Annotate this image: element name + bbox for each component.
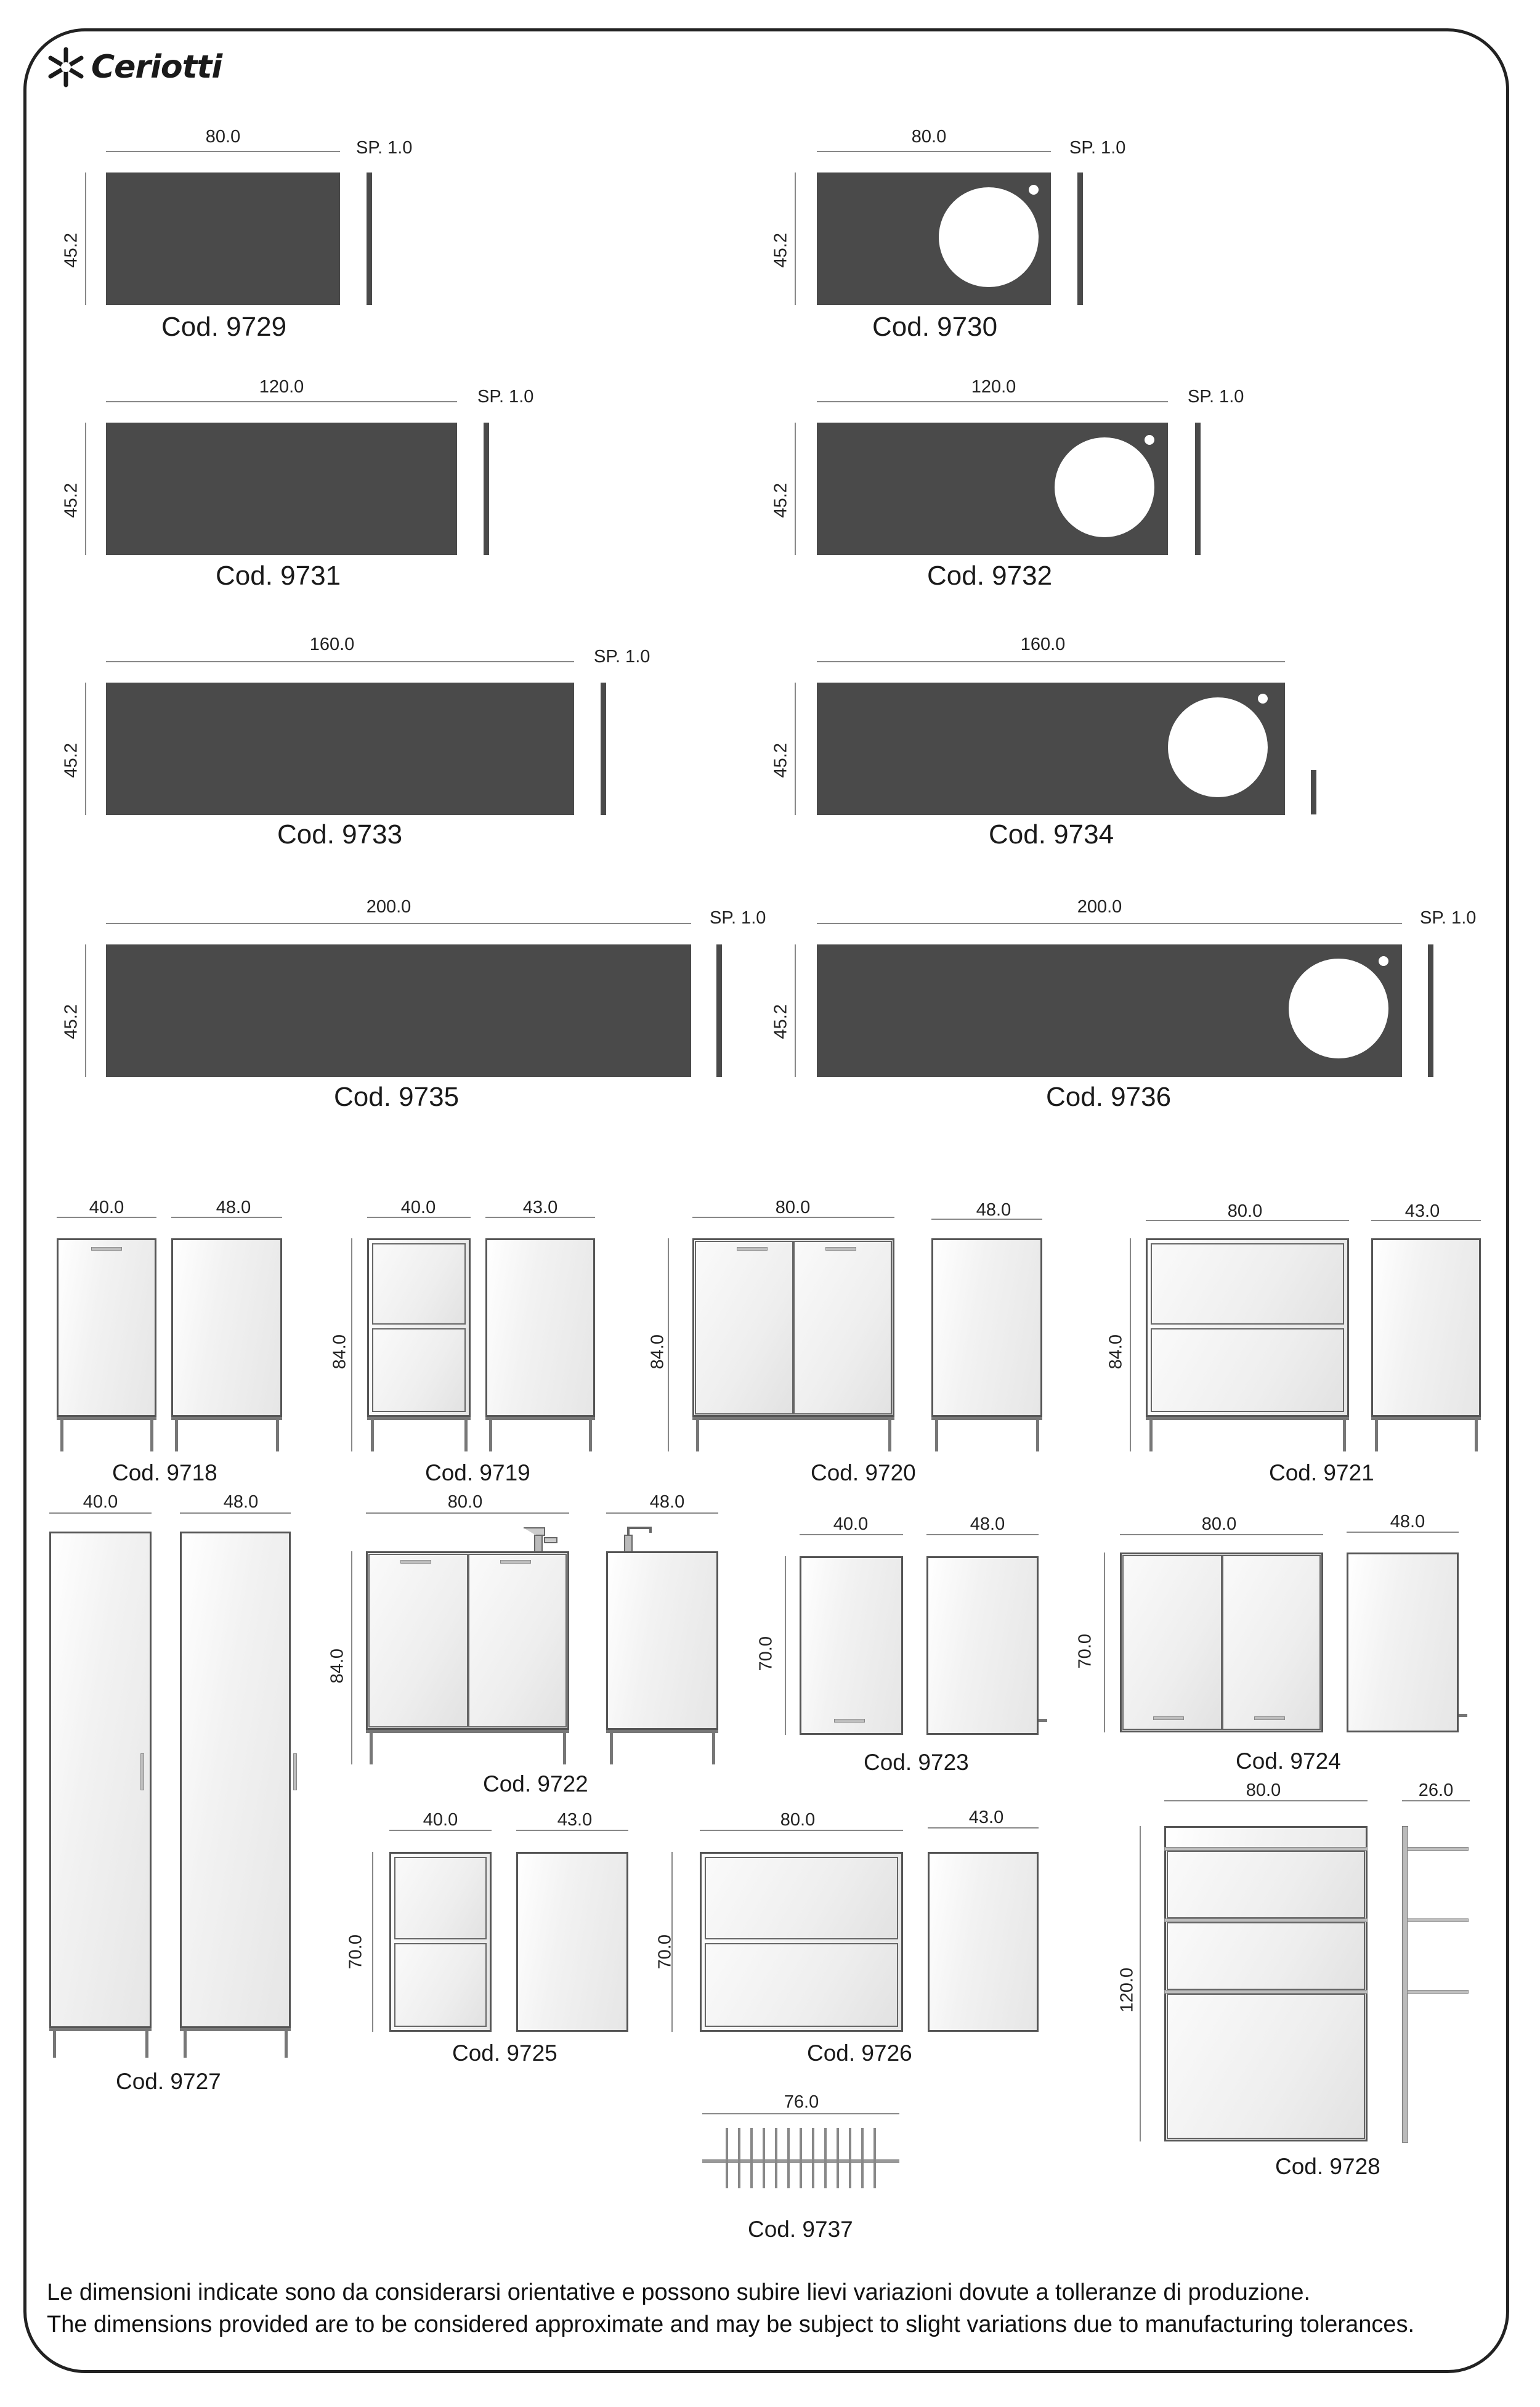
height-label: 70.0: [346, 1934, 366, 1970]
door-handle: [140, 1753, 144, 1790]
width-dimension-line: [49, 1512, 152, 1514]
product-code: Cod. 9726: [807, 2040, 912, 2066]
leg: [150, 1417, 153, 1451]
leg: [610, 1730, 613, 1764]
leg: [1375, 1417, 1378, 1451]
upper-drawer: [1151, 1243, 1344, 1325]
countertop-panel: [106, 173, 340, 305]
door-handle: [834, 1719, 865, 1723]
thickness-label: SP. 1.0: [1069, 138, 1126, 158]
side-view: [926, 1556, 1039, 1735]
rack-panel-upper: [1167, 1851, 1365, 1918]
height-dimension-line: [372, 1852, 373, 2032]
sink-hole: [1055, 437, 1154, 537]
leg: [696, 1417, 699, 1451]
door-handle: [1254, 1716, 1285, 1720]
rail: [1164, 1847, 1368, 1851]
side-view: [516, 1852, 628, 2032]
product-code: Cod. 9718: [112, 1460, 217, 1485]
side-view: [928, 1852, 1039, 2032]
height-dimension-line: [1104, 1553, 1105, 1732]
width-label: 120.0: [259, 377, 304, 397]
leg: [489, 1417, 492, 1451]
base-frame: [49, 2028, 152, 2031]
height-label: 120.0: [1117, 1967, 1137, 2013]
depth-label: 48.0: [970, 1514, 1005, 1534]
countertop-panel: [106, 944, 691, 1077]
depth-label: 26.0: [1418, 1780, 1454, 1800]
thickness-label: SP. 1.0: [1188, 387, 1244, 407]
leg: [935, 1417, 938, 1451]
leg: [175, 1417, 178, 1451]
width-dimension-line: [106, 923, 691, 924]
thickness-edge: [716, 944, 722, 1077]
thickness-label: SP. 1.0: [1420, 908, 1477, 928]
countertop-panel: [106, 423, 457, 555]
width-label: 80.0: [447, 1492, 483, 1512]
width-dimension-line: [817, 923, 1402, 924]
product-code: Cod. 9731: [216, 561, 341, 591]
product-code: Cod. 9725: [452, 2040, 557, 2066]
width-dimension-line: [817, 401, 1168, 402]
leg: [276, 1417, 279, 1451]
sink-hole: [939, 187, 1039, 287]
side-view-frame: [1402, 1826, 1408, 2143]
right-door: [793, 1241, 892, 1415]
height-dimension-line: [351, 1551, 352, 1764]
base-frame: [367, 1417, 471, 1420]
product-code: Cod. 9729: [161, 312, 287, 342]
left-door: [368, 1554, 468, 1727]
width-label: 80.0: [775, 1198, 811, 1217]
leg: [1036, 1417, 1039, 1451]
thickness-edge: [1077, 173, 1083, 305]
tap-hole: [1145, 435, 1154, 445]
base-frame: [366, 1730, 569, 1733]
depth-label: 43.0: [1404, 1201, 1440, 1221]
right-door: [1222, 1555, 1321, 1730]
rack-panel-middle: [1167, 1922, 1365, 1990]
product-code: Cod. 9720: [811, 1460, 916, 1485]
product-code: Cod. 9723: [864, 1750, 969, 1775]
product-code: Cod. 9728: [1275, 2154, 1380, 2179]
thickness-label: SP. 1.0: [594, 647, 650, 667]
leg: [184, 2028, 187, 2058]
lower-drawer: [1151, 1328, 1344, 1412]
side-view: [171, 1238, 282, 1417]
height-dimension-line: [785, 1556, 786, 1735]
width-label: 120.0: [971, 377, 1016, 397]
width-label: 40.0: [833, 1514, 869, 1534]
product-code: Cod. 9737: [748, 2217, 853, 2242]
door-handle: [825, 1247, 856, 1251]
side-handle: [293, 1753, 297, 1790]
width-dimension-line: [106, 661, 574, 662]
disclaimer-english: The dimensions provided are to be considered approximate and may be subject to slight variations due to manufacturing tolerances.: [47, 2312, 1415, 2337]
base-frame: [57, 1417, 156, 1420]
height-dimension-line: [85, 423, 86, 555]
base-frame: [692, 1417, 894, 1420]
leg: [53, 2028, 56, 2058]
sink-hole: [1168, 697, 1268, 797]
thickness-edge: [601, 683, 606, 815]
leg: [563, 1730, 566, 1764]
disclaimer-italian: Le dimensioni indicate sono da considerarsi orientative e possono subire lievi variazioni dovute a tolleranze di produzione.: [47, 2279, 1311, 2305]
side-rail: [1407, 1918, 1469, 1922]
base-frame: [171, 1417, 282, 1420]
leg: [1475, 1417, 1478, 1451]
door-handle: [400, 1560, 431, 1564]
door-handle: [737, 1247, 768, 1251]
front-view: [800, 1556, 903, 1735]
height-dimension-line: [795, 173, 796, 305]
thickness-edge: [1428, 944, 1433, 1077]
door-handle: [91, 1247, 122, 1251]
right-door: [468, 1554, 567, 1727]
left-door: [695, 1241, 793, 1415]
depth-label: 48.0: [649, 1492, 685, 1512]
base-frame: [485, 1417, 595, 1420]
tap-hole: [1258, 694, 1268, 704]
leg: [145, 2028, 148, 2058]
leg: [60, 1417, 63, 1451]
upper-drawer: [705, 1857, 898, 1939]
height-label: 70.0: [756, 1636, 776, 1671]
leg: [712, 1730, 715, 1764]
height-dimension-line: [795, 944, 796, 1077]
depth-label: 48.0: [976, 1200, 1011, 1220]
dish-rack-icon: [702, 2124, 899, 2192]
countertop-panel: [106, 683, 574, 815]
lower-drawer: [394, 1943, 487, 2027]
height-dimension-line: [795, 683, 796, 815]
height-label: 45.2: [771, 233, 791, 268]
snowflake-logo-icon: [44, 46, 87, 89]
rack-panel-lower: [1167, 1994, 1365, 2139]
width-dimension-line: [106, 401, 457, 402]
leg: [464, 1417, 468, 1451]
faucet-icon: [517, 1523, 561, 1554]
side-rail: [1407, 1847, 1469, 1851]
width-label: 80.0: [1201, 1514, 1237, 1534]
depth-label: 48.0: [1390, 1512, 1425, 1532]
width-dimension-line: [817, 661, 1285, 662]
side-view: [1371, 1238, 1481, 1417]
product-code: Cod. 9736: [1046, 1082, 1172, 1112]
product-code: Cod. 9733: [277, 819, 403, 850]
bracket: [1459, 1714, 1467, 1717]
depth-dimension-line: [606, 1512, 718, 1514]
height-label: 45.2: [61, 233, 81, 268]
lower-drawer: [705, 1943, 898, 2027]
height-label: 84.0: [1106, 1334, 1126, 1370]
width-label: 76.0: [784, 2092, 819, 2112]
product-code: Cod. 9735: [334, 1082, 460, 1112]
side-view: [606, 1551, 718, 1730]
thickness-label: SP. 1.0: [710, 908, 766, 928]
height-dimension-line: [85, 173, 86, 305]
width-label: 40.0: [423, 1810, 458, 1830]
height-dimension-line: [1130, 1238, 1131, 1451]
height-label: 45.2: [771, 743, 791, 778]
product-code: Cod. 9730: [872, 312, 998, 342]
depth-dimension-line: [180, 1512, 291, 1514]
width-label: 200.0: [366, 897, 411, 917]
thickness-edge: [367, 173, 372, 305]
base-frame: [1371, 1417, 1481, 1420]
thickness-edge: [1195, 423, 1201, 555]
upper-drawer: [372, 1243, 466, 1325]
height-dimension-line: [1140, 1826, 1141, 2141]
leg: [370, 1730, 373, 1764]
thickness-label: SP. 1.0: [356, 138, 413, 158]
rail: [1164, 1918, 1368, 1922]
height-label: 84.0: [330, 1334, 350, 1370]
width-label: 80.0: [205, 127, 241, 147]
height-label: 84.0: [327, 1649, 347, 1684]
thickness-edge: [1311, 770, 1316, 814]
product-code: Cod. 9732: [927, 561, 1053, 591]
product-code: Cod. 9719: [425, 1460, 530, 1485]
width-label: 40.0: [89, 1198, 124, 1217]
depth-label: 43.0: [522, 1198, 558, 1217]
height-dimension-line: [351, 1238, 352, 1451]
front-view: [57, 1238, 156, 1417]
door-handle: [1153, 1716, 1184, 1720]
thickness-edge: [484, 423, 489, 555]
product-code: Cod. 9722: [483, 1771, 588, 1796]
base-frame: [1146, 1417, 1349, 1420]
height-label: 45.2: [61, 743, 81, 778]
sink-hole: [1289, 959, 1388, 1058]
height-label: 70.0: [655, 1934, 675, 1970]
lower-drawer: [372, 1328, 466, 1412]
width-label: 80.0: [911, 127, 947, 147]
side-rail: [1407, 1990, 1469, 1994]
brand-logo: [44, 46, 222, 89]
leg: [589, 1417, 592, 1451]
width-dimension-line: [817, 151, 1051, 152]
height-label: 45.2: [771, 1004, 791, 1039]
brand-name: Ceriotti: [91, 49, 222, 86]
faucet-side-icon: [616, 1523, 659, 1554]
product-code: Cod. 9724: [1236, 1748, 1341, 1774]
width-dimension-line: [366, 1512, 569, 1514]
product-code: Cod. 9727: [116, 2069, 221, 2094]
width-label: 80.0: [780, 1810, 816, 1830]
tap-hole: [1379, 956, 1388, 966]
height-label: 84.0: [647, 1334, 668, 1370]
width-label: 80.0: [1246, 1780, 1281, 1800]
side-view: [180, 1532, 291, 2028]
depth-label: 48.0: [216, 1198, 251, 1217]
upper-drawer: [394, 1857, 487, 1939]
height-label: 70.0: [1075, 1634, 1095, 1669]
height-label: 45.2: [61, 1004, 81, 1039]
bracket: [1039, 1719, 1047, 1722]
height-dimension-line: [795, 423, 796, 555]
tap-hole: [1029, 185, 1039, 195]
height-label: 45.2: [771, 483, 791, 518]
height-label: 45.2: [61, 483, 81, 518]
leg: [285, 2028, 288, 2058]
thickness-label: SP. 1.0: [477, 387, 534, 407]
depth-label: 43.0: [968, 1808, 1004, 1827]
left-door: [1122, 1555, 1222, 1730]
width-label: 40.0: [83, 1492, 118, 1512]
base-frame: [606, 1730, 718, 1733]
leg: [1343, 1417, 1346, 1451]
width-label: 160.0: [1020, 635, 1066, 654]
height-dimension-line: [85, 683, 86, 815]
depth-label: 43.0: [557, 1810, 593, 1830]
rail: [1164, 1990, 1368, 1994]
depth-label: 48.0: [223, 1492, 259, 1512]
leg: [371, 1417, 374, 1451]
door-handle: [500, 1560, 531, 1564]
width-dimension-line: [106, 151, 340, 152]
base-frame: [180, 2028, 291, 2031]
front-view: [49, 1532, 152, 2028]
product-code: Cod. 9734: [989, 819, 1114, 850]
product-code: Cod. 9721: [1269, 1460, 1374, 1485]
width-label: 40.0: [400, 1198, 436, 1217]
side-view: [931, 1238, 1042, 1417]
base-frame: [931, 1417, 1042, 1420]
leg: [888, 1417, 891, 1451]
height-dimension-line: [85, 944, 86, 1077]
leg: [1149, 1417, 1153, 1451]
width-label: 160.0: [309, 635, 355, 654]
width-label: 200.0: [1077, 897, 1122, 917]
side-view: [1347, 1553, 1459, 1732]
width-dimension-line: [702, 2113, 899, 2114]
side-view: [485, 1238, 595, 1417]
width-label: 80.0: [1227, 1201, 1263, 1221]
